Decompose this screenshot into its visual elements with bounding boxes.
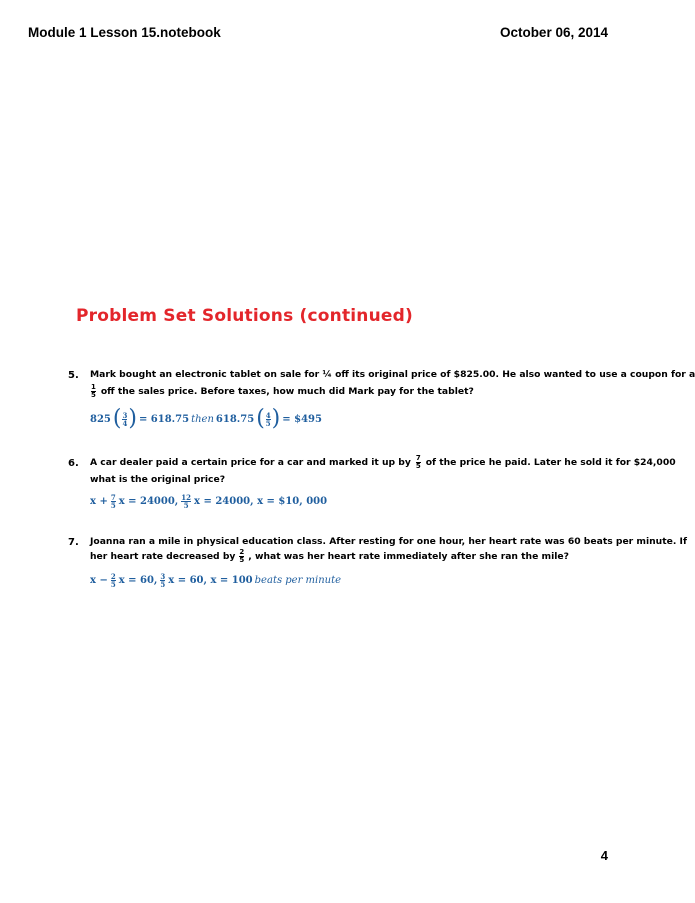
solution: 825 ( $\frac{3}{4}$ ) = 618.75 then 618.75 ( $\frac{4}{5}$ ) = $495: [90, 406, 322, 431]
section-title: Problem Set Solutions (continued): [76, 306, 413, 326]
paren-fraction: ( $\frac{4}{5}$ ): [256, 406, 281, 431]
problem-text-line2: what is the original price?: [90, 474, 226, 485]
solution: x + $\frac{7}{5}$ x = 24000, $\frac{12}{5}$ x = 24000, x = $10, 000: [90, 493, 328, 510]
paren-fraction: ( $\frac{3}{4}$ ): [112, 406, 137, 431]
fraction: $\frac{2}{5}$: [239, 548, 245, 564]
page-number: 4: [600, 848, 608, 863]
fraction: $\frac{7}{5}$: [415, 454, 421, 470]
document-date: October 06, 2014: [499, 25, 608, 40]
problem-text-line1: Mark bought an electronic tablet on sale for ¼ off its original price of $825.00. He also wanted to use a coupon for a: [90, 369, 695, 380]
problem-text-line2: $\frac{1}{5}$ off the sales price. Before taxes, how much did Mark pay for the tablet?: [91, 383, 474, 399]
solution: x − $\frac{2}{5}$ x = 60, $\frac{3}{5}$ x = 60, x = 100 beats per minute: [90, 572, 342, 589]
problem-number: 7.: [68, 537, 79, 548]
problem-text-line1: A car dealer paid a certain price for a car and marked it up by $\frac{7}{5}$ of the price he paid. Later he sold it for $24,000: [90, 454, 676, 470]
problem-number: 6.: [68, 458, 79, 469]
problem-text-line1: Joanna ran a mile in physical education class. After resting for one hour, her heart rate was 60 beats per minute. If: [90, 536, 687, 547]
fraction: $\frac{1}{5}$: [91, 383, 96, 399]
document-title: Module 1 Lesson 15.notebook: [28, 25, 221, 40]
problem-text-line2: her heart rate decreased by $\frac{2}{5}$ , what was her heart rate immediately after she ran the mile?: [90, 548, 569, 564]
problem-number: 5.: [68, 370, 79, 381]
